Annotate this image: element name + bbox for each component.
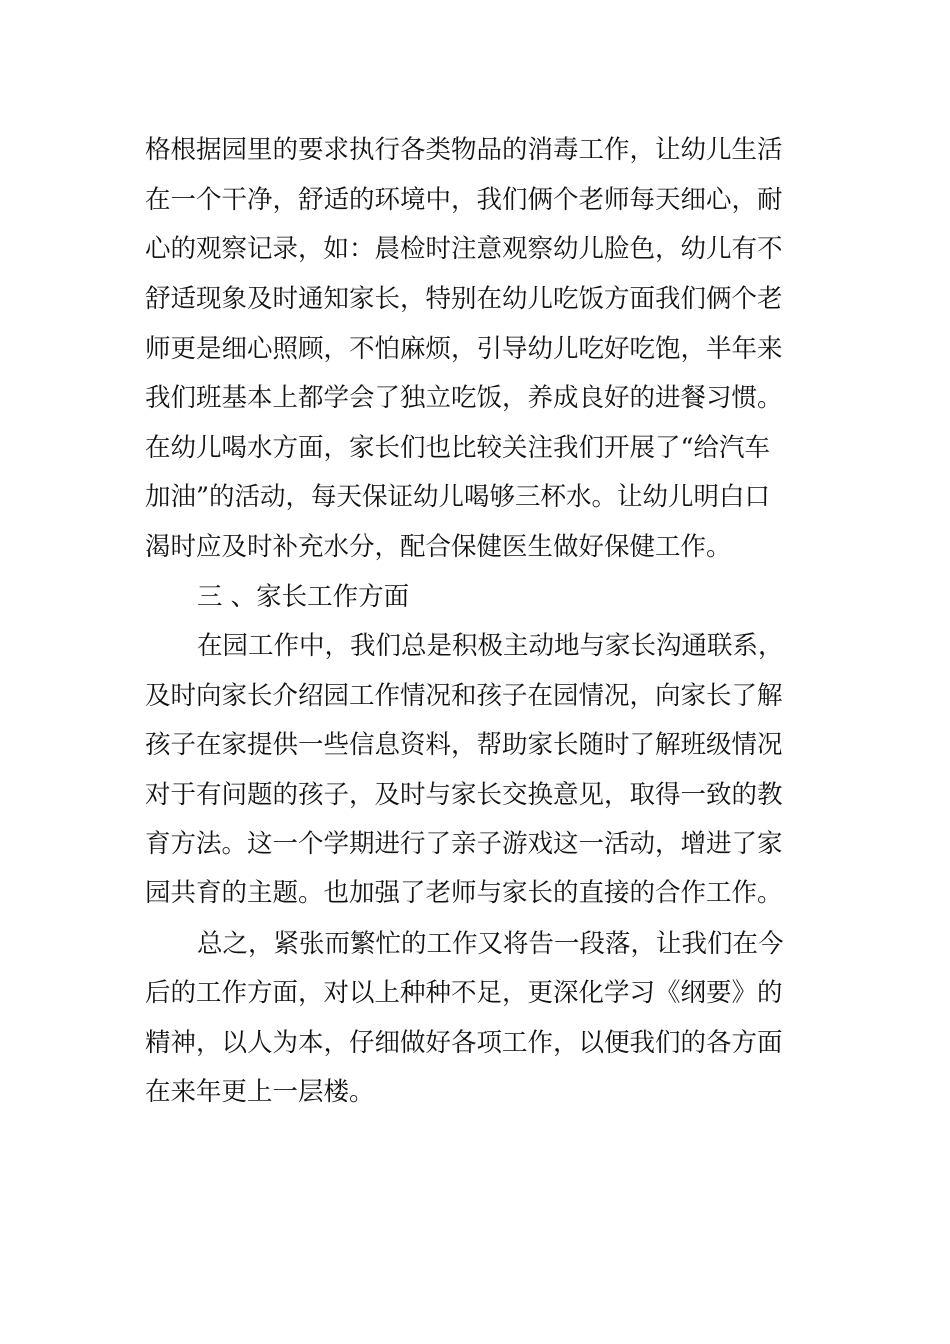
- text-line: 师更是细心照顾，不怕麻烦，引导幼儿吃好吃饱，半年来: [145, 334, 783, 364]
- text-line: 渴时应及时补充水分，配合保健医生做好保健工作。: [145, 532, 732, 562]
- text-line: 后的工作方面，对以上种种不足，更深化学习《纲要》的: [145, 978, 783, 1008]
- paragraph-start: 总之，紧张而繁忙的工作又将告一段落，让我们在今: [197, 929, 784, 959]
- text-line: 育方法。这一个学期进行了亲子游戏这一活动，增进了家: [145, 829, 783, 859]
- paragraph-start: 在园工作中，我们总是积极主动地与家长沟通联系，: [197, 631, 784, 661]
- text-line: 对于有问题的孩子，及时与家长交换意见，取得一致的教: [145, 780, 783, 810]
- text-line: 在来年更上一层楼。: [145, 1077, 375, 1107]
- text-line: 格根据园里的要求执行各类物品的消毒工作，让幼儿生活: [145, 135, 783, 165]
- text-line: 舒适现象及时通知家长，特别在幼儿吃饭方面我们俩个老: [145, 284, 783, 314]
- text-line: 我们班基本上都学会了独立吃饭，养成良好的进餐习惯。: [145, 383, 783, 413]
- text-line: 精神，以人为本，仔细做好各项工作，以便我们的各方面: [145, 1028, 783, 1058]
- section-heading: 三 、家长工作方面: [197, 582, 410, 612]
- text-line: 加油”的活动，每天保证幼儿喝够三杯水。让幼儿明白口: [145, 482, 771, 512]
- text-line: 在一个干净，舒适的环境中，我们俩个老师每天细心，耐: [145, 185, 783, 215]
- text-line: 及时向家长介绍园工作情况和孩子在园情况，向家长了解: [145, 681, 783, 711]
- text-line: 在幼儿喝水方面，家长们也比较关注我们开展了“给汽车: [145, 433, 771, 463]
- text-line: 心的观察记录，如：晨检时注意观察幼儿脸色，幼儿有不: [145, 234, 783, 264]
- text-line: 孩子在家提供一些信息资料，帮助家长随时了解班级情况: [145, 730, 783, 760]
- text-line: 园共育的主题。也加强了老师与家长的直接的合作工作。: [145, 878, 783, 908]
